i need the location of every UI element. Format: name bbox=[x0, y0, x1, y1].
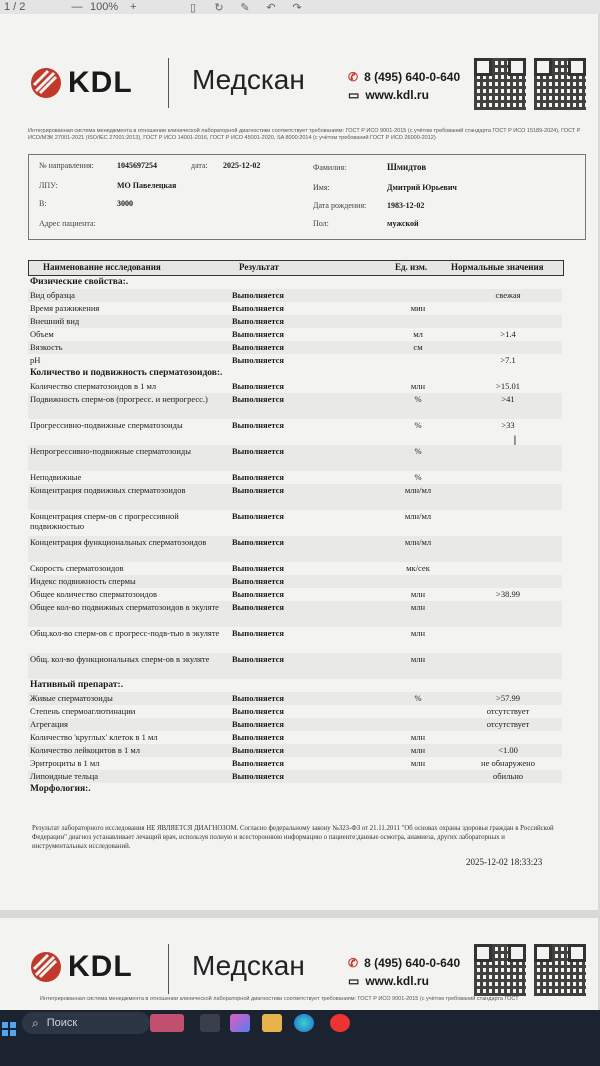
test-unit: млн bbox=[410, 628, 426, 638]
dob-label: Дата рождения: bbox=[313, 201, 367, 210]
patient-info bbox=[28, 154, 586, 240]
test-unit: % bbox=[414, 446, 422, 456]
test-result: Выполняется bbox=[232, 628, 285, 638]
test-name: Эритроциты в 1 мл bbox=[30, 758, 100, 768]
test-unit: млн bbox=[410, 589, 426, 599]
col-header-name: Наименование исследования bbox=[43, 262, 161, 272]
table-row bbox=[28, 315, 562, 328]
surname-label: Фамилия: bbox=[313, 163, 347, 172]
name-label: Имя: bbox=[313, 183, 330, 192]
test-unit: см bbox=[413, 342, 423, 352]
test-result: Выполняется bbox=[232, 771, 285, 781]
test-unit: мк/сек bbox=[406, 563, 430, 573]
test-name: Прогрессивно-подвижные сперматозоиды bbox=[30, 420, 183, 430]
test-result: Выполняется bbox=[232, 511, 285, 521]
table-row bbox=[28, 627, 562, 653]
test-name: Вязкость bbox=[30, 342, 63, 352]
table-row bbox=[28, 757, 562, 770]
test-result: Выполняется bbox=[232, 381, 285, 391]
undo-icon[interactable]: ↶ bbox=[266, 1, 276, 14]
website: www.kdl.ru bbox=[365, 88, 429, 102]
sex-label: Пол: bbox=[313, 219, 329, 228]
test-result: Выполняется bbox=[232, 472, 285, 482]
test-name: Количество 'круглых' клеток в 1 мл bbox=[30, 732, 158, 742]
test-result: Выполняется bbox=[232, 719, 285, 729]
contacts bbox=[348, 954, 460, 990]
test-unit: % bbox=[414, 394, 422, 404]
test-unit: мл bbox=[413, 329, 423, 339]
test-result: Выполняется bbox=[232, 342, 285, 352]
task-view-icon[interactable] bbox=[200, 1014, 220, 1032]
test-name: Концентрация сперм-ов с прогрессивной подвижностью bbox=[30, 511, 179, 531]
section-title: Количество и подвижность сперматозоидов:. bbox=[30, 368, 223, 378]
news-widget-icon[interactable] bbox=[150, 1014, 184, 1032]
phone: 8 (495) 640-0-640 bbox=[364, 956, 461, 970]
certification-text: Интегрированная система менеджмента в отношении клинической лабораторной диагностики соответствует требованиям: ГОСТ Р ИСО 9001-2015 (с учётом требований стандарта ГОСТ Р ИСО 15189-2024), ГОСТ Р ИСО/МЭК 27001-2021 (ISO/IEC 27001:2013), ГОСТ Р ИСО 14001-2016, ГОСТ Р ИСО 45001-2020, SA 8000:2014 (с учётом требований ГОСТ Р ИСО 26000-2012) bbox=[28, 128, 581, 141]
address-label: Адрес пациента: bbox=[39, 219, 96, 228]
document-page-1 bbox=[0, 14, 598, 910]
section-heading bbox=[28, 679, 562, 692]
test-norm: >33 bbox=[501, 420, 515, 430]
qr-code-icon bbox=[474, 944, 526, 996]
test-norm: не обнаружено bbox=[481, 758, 535, 768]
kdl-logo-icon bbox=[30, 67, 62, 99]
table-row bbox=[28, 471, 562, 484]
test-name: pH bbox=[30, 355, 41, 365]
copilot-icon[interactable] bbox=[230, 1014, 250, 1032]
section-heading bbox=[28, 367, 562, 380]
test-name: Непрогрессивно-подвижные сперматозоиды bbox=[30, 446, 191, 456]
section-heading bbox=[28, 783, 562, 796]
report-timestamp: 2025-12-02 18:33:23 bbox=[466, 857, 543, 867]
test-result: Выполняется bbox=[232, 693, 285, 703]
test-result: Выполняется bbox=[232, 355, 285, 365]
contacts bbox=[348, 68, 460, 104]
qr-code-icon bbox=[534, 58, 586, 110]
header-divider bbox=[168, 58, 169, 108]
monitor-icon: ▭ bbox=[348, 974, 360, 988]
kdl-logo-icon bbox=[30, 951, 62, 983]
test-unit: млн bbox=[410, 745, 426, 755]
test-result: Выполняется bbox=[232, 589, 285, 599]
taskbar bbox=[0, 1010, 600, 1066]
col-header-unit: Ед. изм. bbox=[395, 262, 428, 272]
table-row bbox=[28, 770, 562, 783]
test-unit: млн/мл bbox=[404, 537, 432, 547]
test-result: Выполняется bbox=[232, 537, 285, 547]
fit-page-icon[interactable]: ▯ bbox=[189, 1, 197, 14]
zoom-in-button[interactable]: + bbox=[130, 1, 137, 13]
test-norm: свежая bbox=[495, 290, 521, 300]
table-row bbox=[28, 419, 562, 445]
test-name: Время разжижения bbox=[30, 303, 100, 313]
table-row bbox=[28, 445, 562, 471]
table-row bbox=[28, 302, 562, 315]
test-norm: >57.99 bbox=[496, 693, 520, 703]
date-value: 2025-12-02 bbox=[223, 161, 261, 170]
table-row bbox=[28, 341, 562, 354]
kdl-logo bbox=[30, 950, 133, 984]
yandex-browser-icon[interactable] bbox=[330, 1014, 350, 1032]
lpu-value: МО Павелецкая bbox=[117, 181, 177, 190]
brand-name: Медскан bbox=[192, 950, 305, 981]
table-row bbox=[28, 536, 562, 562]
test-unit: % bbox=[414, 693, 422, 703]
table-row bbox=[28, 731, 562, 744]
test-unit: млн bbox=[410, 732, 426, 742]
phone: 8 (495) 640-0-640 bbox=[364, 70, 461, 84]
monitor-icon: ▭ bbox=[348, 88, 360, 102]
section-title: Морфология:. bbox=[30, 784, 91, 794]
table-row bbox=[28, 705, 562, 718]
test-norm: >15.01 bbox=[496, 381, 520, 391]
test-unit: млн bbox=[410, 381, 426, 391]
test-unit: мин bbox=[410, 303, 426, 313]
test-name: Агрегация bbox=[30, 719, 68, 729]
search-placeholder: Поиск bbox=[46, 1017, 78, 1029]
test-norm: >41 bbox=[501, 394, 515, 404]
test-unit: % bbox=[414, 472, 422, 482]
test-norm: >38.99 bbox=[496, 589, 520, 599]
test-name: Внешний вид bbox=[30, 316, 80, 326]
test-name: Количество лейкоцитов в 1 мл bbox=[30, 745, 140, 755]
test-norm: <1.00 bbox=[498, 745, 518, 755]
test-name: Подвижность сперм-ов (прогресс. и непрогресс.) bbox=[30, 394, 208, 404]
test-result: Выполняется bbox=[232, 446, 285, 456]
qr-code-icon bbox=[534, 944, 586, 996]
test-name: Общее кол-во подвижных сперматозоидов в экуляте bbox=[30, 602, 219, 612]
test-name: Общее количество сперматозоидов bbox=[30, 589, 158, 599]
test-result: Выполняется bbox=[232, 485, 285, 495]
test-name: Неподвижные bbox=[30, 472, 82, 482]
header-divider bbox=[168, 944, 169, 994]
table-row bbox=[28, 562, 562, 575]
test-unit: млн bbox=[410, 654, 426, 664]
surname-value: Шмидтов bbox=[387, 162, 427, 172]
disclaimer: Результат лабораторного исследования НЕ ЯВЛЯЕТСЯ ДИАГНОЗОМ. Согласно федеральному закону №323-ФЗ от 21.11.2011 "Об основах охраны здоровья граждан в Российской Федерации" диагноз устанавливает лечащий врач, используя полную и всестороннюю информацию о пациенте:данные осмотра, анамнеза, других лабораторных и инструментальных исследований. bbox=[32, 825, 554, 850]
test-name: Живые сперматозоиды bbox=[30, 693, 113, 703]
section-title: Нативный препарат:. bbox=[30, 680, 124, 690]
test-result: Выполняется bbox=[232, 420, 285, 430]
logo-text: KDL bbox=[68, 950, 133, 983]
phone-icon: ✆ bbox=[348, 70, 359, 84]
table-row bbox=[28, 328, 562, 341]
table-row bbox=[28, 718, 562, 731]
table-row bbox=[28, 484, 562, 510]
test-name: Степень спермоаглютинации bbox=[30, 706, 136, 716]
draw-icon[interactable]: ✎ bbox=[240, 1, 250, 14]
v-value: 3000 bbox=[117, 199, 133, 208]
taskbar-search[interactable] bbox=[22, 1012, 150, 1034]
test-name: Объем bbox=[30, 329, 54, 339]
table-row bbox=[28, 393, 562, 419]
edge-browser-icon[interactable] bbox=[294, 1014, 314, 1032]
search-icon: ⌕ bbox=[32, 1015, 39, 1030]
rotate-icon[interactable]: ↻ bbox=[214, 1, 224, 14]
test-unit: млн bbox=[410, 758, 426, 768]
kdl-logo bbox=[30, 66, 133, 100]
test-result: Выполняется bbox=[232, 732, 285, 742]
table-row bbox=[28, 510, 562, 536]
test-name: Индекс подвижность спермы bbox=[30, 576, 136, 586]
test-result: Выполняется bbox=[232, 303, 285, 313]
test-unit: млн/мл bbox=[404, 485, 432, 495]
table-row bbox=[28, 588, 562, 601]
test-norm: отсутствует bbox=[486, 706, 530, 716]
test-name: Количество сперматозоидов в 1 мл bbox=[30, 381, 157, 391]
table-row bbox=[28, 289, 562, 302]
test-name: Концентрация подвижных сперматозоидов bbox=[30, 485, 186, 495]
test-result: Выполняется bbox=[232, 329, 285, 339]
lab-header bbox=[30, 58, 590, 128]
referral-label: № направления: bbox=[39, 161, 94, 170]
test-name: Концентрация функциональных сперматозоидов bbox=[30, 537, 207, 547]
website: www.kdl.ru bbox=[365, 974, 429, 988]
test-name: Липоидные тельца bbox=[30, 771, 99, 781]
test-name: Вид образца bbox=[30, 290, 75, 300]
test-norm: отсутствует bbox=[486, 719, 530, 729]
test-result: Выполняется bbox=[232, 602, 285, 612]
lab-header-page2 bbox=[30, 944, 590, 1004]
zoom-level: 100% bbox=[90, 1, 119, 13]
v-label: В: bbox=[39, 199, 47, 208]
table-row bbox=[28, 653, 562, 679]
table-row bbox=[28, 380, 562, 393]
windows-start-icon[interactable] bbox=[2, 1022, 16, 1036]
test-result: Выполняется bbox=[232, 745, 285, 755]
test-norm: >7.1 bbox=[500, 355, 516, 365]
date-label: дата: bbox=[191, 161, 208, 170]
text-cursor-icon: I bbox=[513, 432, 517, 448]
col-header-norm: Нормальные значения bbox=[451, 262, 544, 272]
table-row bbox=[28, 601, 562, 627]
zoom-out-button[interactable]: — bbox=[71, 1, 83, 13]
test-result: Выполняется bbox=[232, 576, 285, 586]
table-row bbox=[28, 692, 562, 705]
section-title: Физические свойства:. bbox=[30, 277, 129, 287]
qr-code-icon bbox=[474, 58, 526, 110]
table-row bbox=[28, 744, 562, 757]
file-explorer-icon[interactable] bbox=[262, 1014, 282, 1032]
sex-value: мужской bbox=[387, 219, 419, 228]
logo-text: KDL bbox=[68, 66, 133, 99]
test-result: Выполняется bbox=[232, 290, 285, 300]
test-name: Общ. кол-во функциональных сперм-ов в экуляте bbox=[30, 654, 210, 664]
test-result: Выполняется bbox=[232, 394, 285, 404]
name-value: Дмитрий Юрьевич bbox=[387, 183, 457, 192]
col-header-result: Результат bbox=[239, 262, 279, 272]
test-unit: млн/мл bbox=[404, 511, 432, 521]
test-name: Общ.кол-во сперм-ов с прогресс-подв-тью в экуляте bbox=[30, 628, 220, 638]
test-result: Выполняется bbox=[232, 563, 285, 573]
viewer-toolbar bbox=[0, 0, 600, 14]
test-unit: % bbox=[414, 420, 422, 430]
test-result: Выполняется bbox=[232, 654, 285, 664]
document-page-2 bbox=[0, 918, 598, 1010]
test-result: Выполняется bbox=[232, 316, 285, 326]
brand-name: Медскан bbox=[192, 64, 305, 95]
results-table-header bbox=[28, 260, 564, 276]
redo-icon[interactable]: ↷ bbox=[292, 1, 302, 14]
lpu-label: ЛПУ: bbox=[39, 181, 58, 190]
dob-value: 1983-12-02 bbox=[387, 201, 425, 210]
test-result: Выполняется bbox=[232, 706, 285, 716]
certification-text: Интегрированная система менеджмента в отношении клинической лабораторной диагностики соответствует требованиям: ГОСТ Р ИСО 9001-2015 (с учётом требований стандарта ГОСТ bbox=[40, 996, 519, 1002]
test-unit: млн bbox=[410, 602, 426, 612]
test-name: Скорость сперматозоидов bbox=[30, 563, 124, 573]
page-indicator: 1 / 2 bbox=[4, 1, 26, 13]
test-norm: обильно bbox=[492, 771, 524, 781]
table-row bbox=[28, 575, 562, 588]
referral-value: 1045697254 bbox=[117, 161, 157, 170]
test-norm: >1.4 bbox=[500, 329, 516, 339]
phone-icon: ✆ bbox=[348, 956, 359, 970]
table-row bbox=[28, 354, 562, 367]
test-result: Выполняется bbox=[232, 758, 285, 768]
section-heading bbox=[28, 276, 562, 289]
